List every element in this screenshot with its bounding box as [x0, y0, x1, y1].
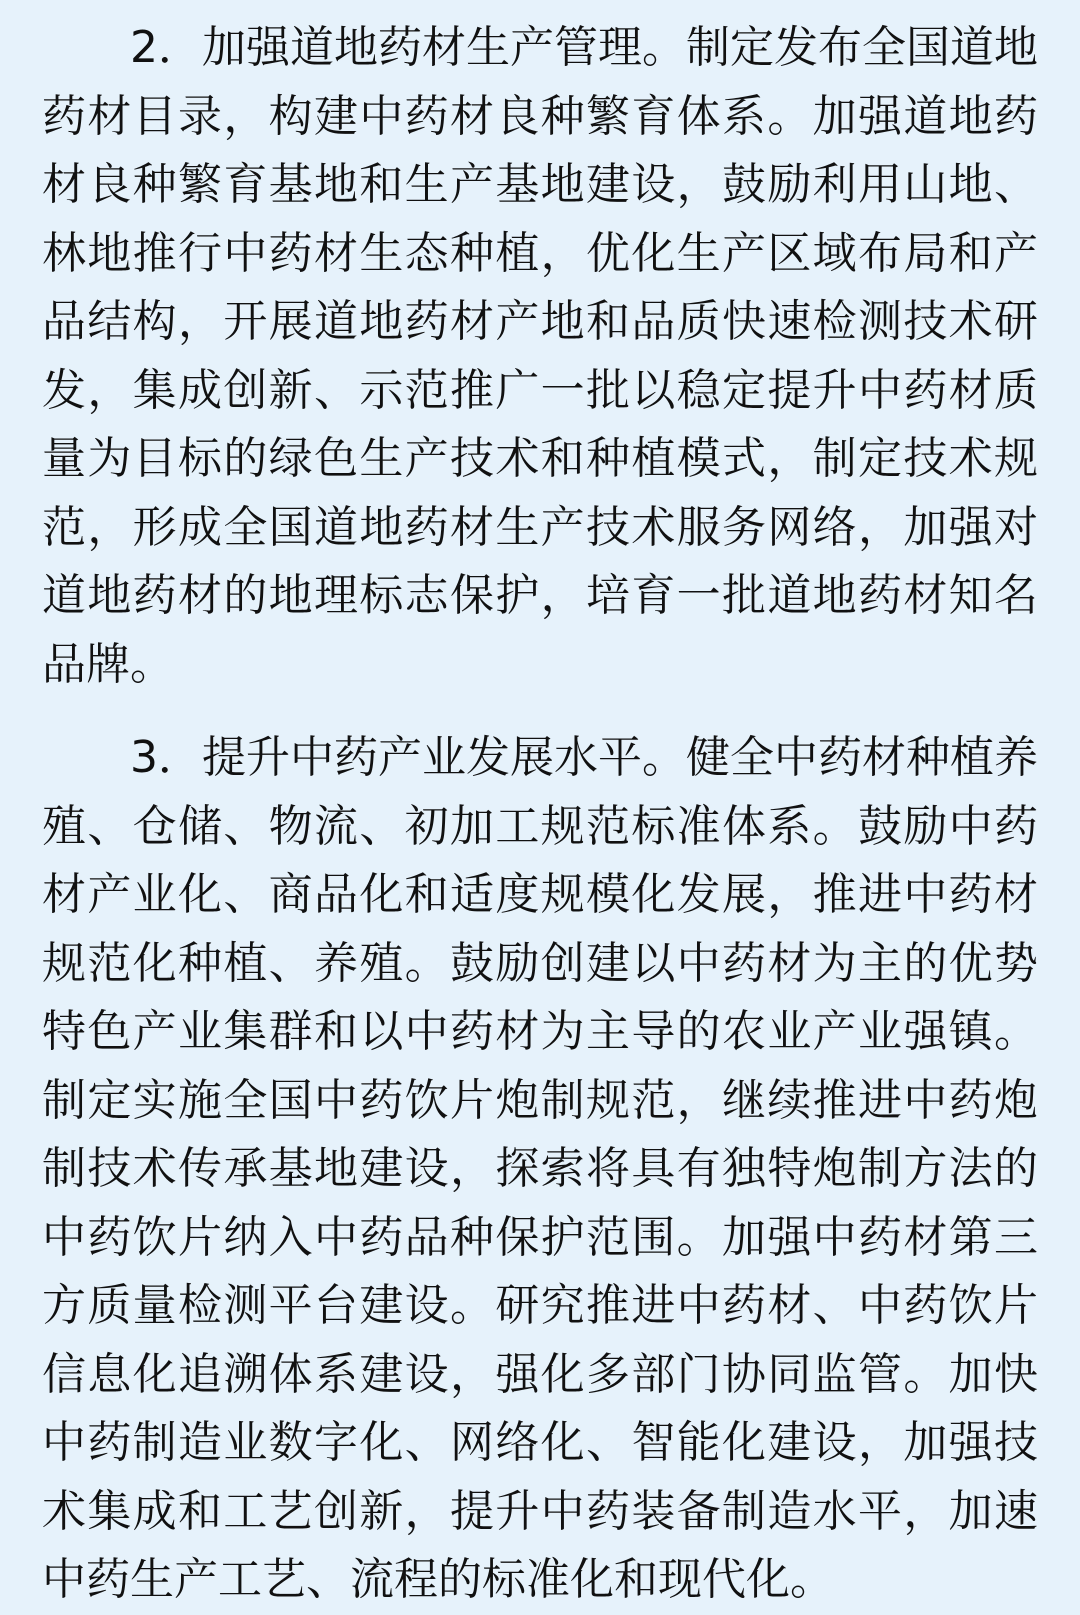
- paragraph-item-2: 2．加强道地药材生产管理。制定发布全国道地药材目录，构建中药材良种繁育体系。加强道地药材良种繁育基地和生产基地建设，鼓励利用山地、林地推行中药材生态种植，优化生产区域布局和产品结构，开展道地药材产地和品质快速检测技术研发，集成创新、示范推广一批以稳定提升中药材质量为目标的绿色生产技术和种植模式，制定技术规范，形成全国道地药材生产技术服务网络，加强对道地药材的地理标志保护，培育一批道地药材知名品牌。: [42, 22, 1038, 690]
- paragraph-item-3: 3．提升中药产业发展水平。健全中药材种植养殖、仓储、物流、初加工规范标准体系。鼓励中药材产业化、商品化和适度规模化发展，推进中药材规范化种植、养殖。鼓励创建以中药材为主的优势特色产业集群和以中药材为主导的农业产业强镇。制定实施全国中药饮片炮制规范，继续推进中药炮制技术传承基地建设，探索将具有独特炮制方法的中药饮片纳入中药品种保护范围。加强中药材第三方质量检测平台建设。研究推进中药材、中药饮片信息化追溯体系建设，强化多部门协同监管。加快中药制造业数字化、网络化、智能化建设，加强技术集成和工艺创新，提升中药装备制造水平，加速中药生产工艺、流程的标准化和现代化。: [42, 732, 1038, 1605]
